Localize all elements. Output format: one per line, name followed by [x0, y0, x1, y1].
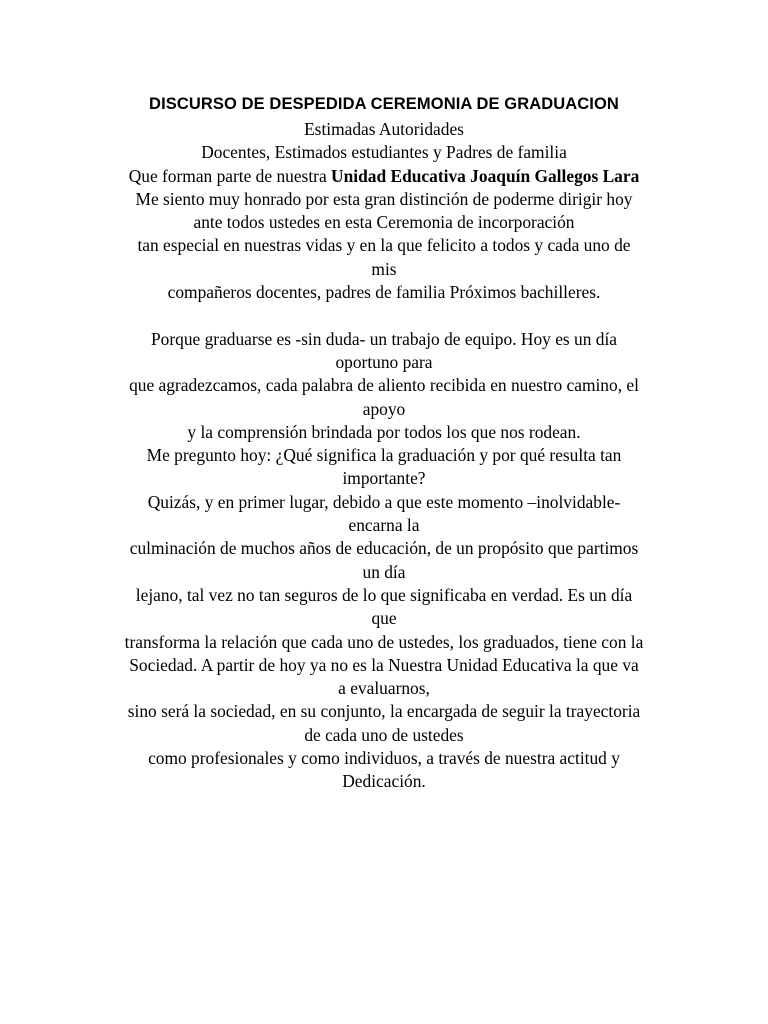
body-line: tan especial en nuestras vidas y en la que felicito a todos y cada uno de [137, 235, 631, 256]
body-line: apoyo [362, 398, 406, 419]
body-line: como profesionales y como individuos, a través de nuestra actitud y [148, 748, 620, 769]
body-line: de cada uno de ustedes [304, 724, 464, 745]
body-line: un día [362, 561, 406, 582]
body-line-prefix: Que forman parte de nuestra [128, 165, 332, 186]
body-line-school [100, 165, 668, 188]
body-line: Me pregunto hoy: ¿Qué significa la graduación y por qué resulta tan [146, 445, 622, 466]
school-name: Unidad Educativa Joaquín Gallegos Lara [331, 165, 640, 186]
body-line: Sociedad. A partir de hoy ya no es la Nuestra Unidad Educativa la que va [129, 654, 639, 675]
body-line: Porque graduarse es -sin duda- un trabajo de equipo. Hoy es un día [150, 328, 618, 349]
body-line: culminación de muchos años de educación, de un propósito que partimos [129, 538, 639, 559]
body-line: sino será la sociedad, en su conjunto, la encargada de seguir la trayectoria [127, 701, 641, 722]
body-line: compañeros docentes, padres de familia Próximos bachilleres. [167, 282, 601, 303]
body-line: que agradezcamos, cada palabra de aliento recibida en nuestro camino, el [129, 375, 639, 396]
body-line: Quizás, y en primer lugar, debido a que este momento –inolvidable- [147, 491, 621, 512]
body-line: a evaluarnos, [338, 678, 430, 699]
body-line: mis [371, 258, 397, 279]
body-line: importante? [342, 468, 426, 489]
body-line: lejano, tal vez no tan seguros de lo que significaba en verdad. Es un día [135, 584, 633, 605]
body-line: oportuno para [335, 351, 433, 372]
paragraph-gap [100, 304, 668, 327]
body-line: Estimadas Autoridades [304, 119, 464, 139]
body-line: ante todos ustedes en esta Ceremonia de incorporación [193, 212, 575, 233]
body-line: transforma la relación que cada uno de ustedes, los graduados, tiene con la [124, 631, 644, 652]
body-line: que [371, 608, 397, 629]
document-body [100, 118, 668, 794]
body-line: Me siento muy honrado por esta gran distinción de poderme dirigir hoy [135, 188, 633, 209]
body-line: Dedicación. [342, 771, 426, 792]
document-title: DISCURSO DE DESPEDIDA CEREMONIA DE GRADUACION [149, 95, 619, 113]
body-line: encarna la [348, 515, 420, 536]
body-line: Docentes, Estimados estudiantes y Padres de familia [201, 142, 567, 163]
body-line: y la comprensión brindada por todos los que nos rodean. [187, 421, 581, 442]
